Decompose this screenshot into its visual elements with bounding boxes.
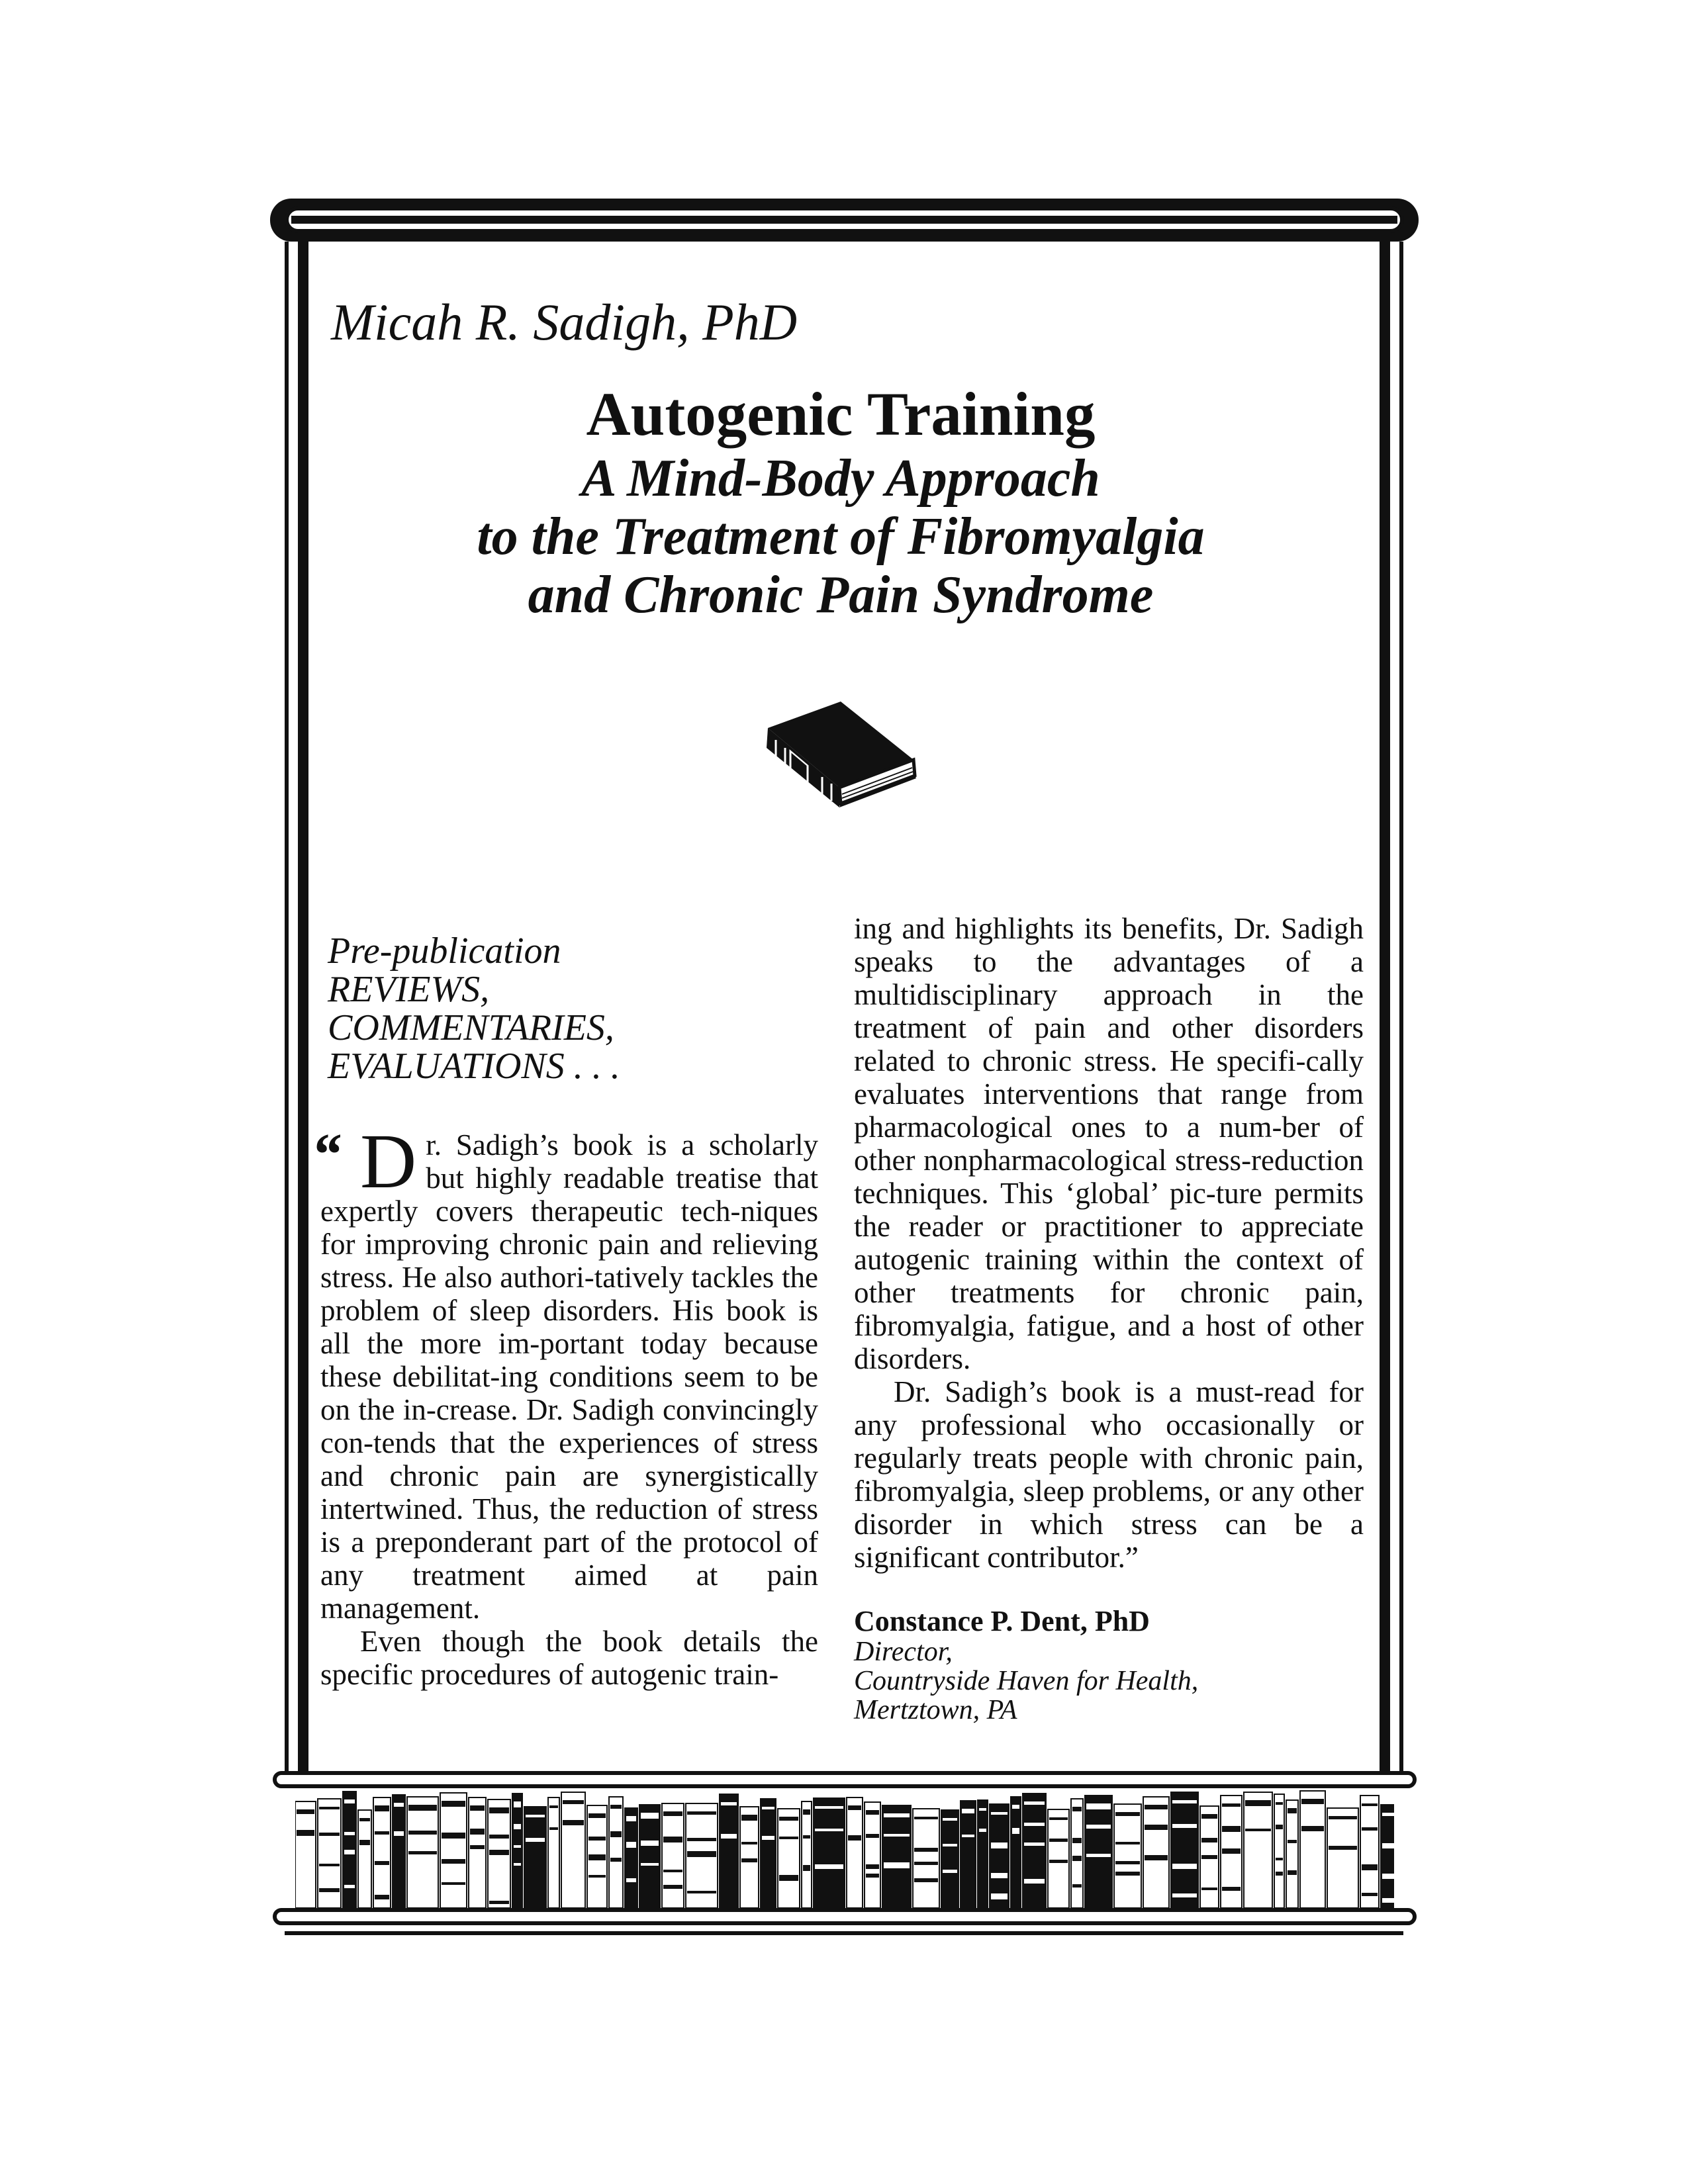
book-spine-band bbox=[489, 1807, 509, 1813]
book-spine-band bbox=[297, 1830, 314, 1836]
book-spine bbox=[440, 1793, 467, 1908]
book-spine-band bbox=[408, 1851, 437, 1854]
book-spine bbox=[639, 1805, 660, 1908]
book-spine-band bbox=[470, 1845, 485, 1849]
book-spine-band bbox=[408, 1831, 437, 1835]
book-spine-band bbox=[549, 1805, 558, 1808]
author-name: Micah R. Sadigh, PhD bbox=[331, 293, 798, 351]
book-spine-band bbox=[779, 1875, 798, 1881]
book-spine-band bbox=[1301, 1799, 1324, 1804]
book-spine-band bbox=[375, 1831, 389, 1835]
book-spine bbox=[941, 1810, 959, 1908]
book-spine-band bbox=[588, 1875, 606, 1878]
book-spine-band bbox=[1245, 1800, 1271, 1806]
book-spine-band bbox=[1288, 1870, 1297, 1875]
closed-book-icon bbox=[761, 702, 920, 814]
book-spine bbox=[295, 1801, 316, 1908]
book-spine-band bbox=[1362, 1864, 1378, 1870]
book-spine-band bbox=[1024, 1879, 1045, 1884]
book-spine-band bbox=[687, 1811, 716, 1815]
book-spine-band bbox=[1145, 1855, 1168, 1860]
book-spine-band bbox=[762, 1836, 774, 1840]
book-spine bbox=[1286, 1800, 1298, 1908]
book-spine-band bbox=[1172, 1800, 1197, 1803]
book-spine-band bbox=[1382, 1843, 1394, 1848]
heading-line-prepublication: Pre-publication bbox=[328, 931, 561, 972]
book-spine-band bbox=[588, 1854, 606, 1860]
book-spine bbox=[1011, 1797, 1021, 1908]
book-spine-band bbox=[1012, 1805, 1019, 1809]
book-spine-band bbox=[779, 1837, 798, 1839]
book-spine-band bbox=[626, 1878, 636, 1882]
book-spine-band bbox=[815, 1864, 843, 1869]
book-spine-band bbox=[1172, 1893, 1197, 1897]
book-spine bbox=[978, 1800, 988, 1908]
book-spine-band bbox=[1201, 1888, 1217, 1890]
reviewer-organization: Countryside Haven for Health, bbox=[854, 1666, 1199, 1696]
book-spine-band bbox=[514, 1863, 521, 1866]
frame-cornice-stripe bbox=[291, 216, 1397, 224]
book-spine-band bbox=[489, 1901, 509, 1904]
book-spine-band bbox=[610, 1831, 622, 1837]
heading-line-reviews: REVIEWS, bbox=[328, 969, 490, 1010]
book-spine-band bbox=[884, 1834, 910, 1837]
book-spine-band bbox=[1086, 1854, 1111, 1857]
book-spine-band bbox=[803, 1835, 810, 1839]
review-column-right bbox=[854, 912, 1364, 1574]
book-spine bbox=[1360, 1796, 1379, 1908]
book-spine-band bbox=[803, 1809, 810, 1815]
review-paragraph-1 bbox=[320, 1118, 818, 1625]
book-spine-band bbox=[991, 1843, 1008, 1848]
book-spine-band bbox=[943, 1844, 957, 1846]
book-spine-band bbox=[514, 1845, 521, 1848]
reviewer-name: Constance P. Dent, PhD bbox=[854, 1605, 1150, 1637]
book-spine bbox=[1071, 1799, 1083, 1908]
frame-base-line bbox=[285, 1931, 1403, 1935]
book-spine-band bbox=[344, 1885, 355, 1888]
book-spine-band bbox=[1115, 1812, 1140, 1816]
book-spine bbox=[882, 1805, 911, 1908]
book-spine bbox=[1023, 1794, 1046, 1908]
book-spine-band bbox=[1329, 1816, 1357, 1819]
book-spine-band bbox=[442, 1801, 465, 1807]
book-spine-band bbox=[610, 1858, 622, 1862]
book-spine-band bbox=[1049, 1817, 1068, 1820]
review-paragraph-2-start: Even though the book details the specific procedures of autogenic train- bbox=[320, 1625, 818, 1691]
book-spine bbox=[961, 1801, 976, 1908]
book-spine-band bbox=[815, 1829, 843, 1831]
book-spine-band bbox=[1172, 1824, 1197, 1828]
book-spine-band bbox=[489, 1850, 509, 1855]
book-spine-band bbox=[1072, 1856, 1082, 1861]
book-spine bbox=[814, 1798, 845, 1908]
book-spine-band bbox=[319, 1807, 340, 1809]
book-spine bbox=[778, 1809, 800, 1908]
shelf-bottom-rail bbox=[273, 1908, 1417, 1925]
book-spine-band bbox=[610, 1805, 622, 1809]
book-spine bbox=[662, 1803, 684, 1908]
shelf-top-rail bbox=[273, 1771, 1417, 1788]
book-spine-band bbox=[1288, 1808, 1297, 1813]
book-spine-band bbox=[815, 1806, 843, 1809]
book-spine bbox=[1048, 1809, 1069, 1908]
bookshelf-illustration bbox=[295, 1788, 1394, 1908]
book-spine bbox=[802, 1801, 812, 1908]
book-spine-band bbox=[563, 1800, 584, 1804]
opening-quote-mark: “ bbox=[311, 1122, 341, 1187]
book-spine bbox=[1244, 1792, 1272, 1908]
book-spine-band bbox=[394, 1803, 404, 1807]
book-spine-band bbox=[442, 1859, 465, 1864]
book-spine-band bbox=[1049, 1860, 1068, 1863]
reviewer-title: Director, bbox=[854, 1637, 953, 1667]
book-spine-band bbox=[442, 1882, 465, 1885]
book-spine-band bbox=[741, 1842, 757, 1844]
book-spine-band bbox=[991, 1812, 1008, 1815]
book-spine bbox=[373, 1797, 391, 1908]
book-spine-band bbox=[884, 1813, 910, 1817]
book-spine bbox=[1327, 1808, 1358, 1908]
book-spine-band bbox=[1222, 1848, 1241, 1854]
book-spine-band bbox=[1024, 1843, 1045, 1846]
book-spine-band bbox=[663, 1870, 682, 1872]
book-spine-band bbox=[489, 1835, 509, 1839]
book-spine-band bbox=[514, 1824, 521, 1829]
book-spine bbox=[1381, 1805, 1394, 1908]
book-spine-band bbox=[687, 1891, 716, 1893]
book-spine-band bbox=[470, 1805, 485, 1811]
book-spine-band bbox=[914, 1848, 938, 1852]
book-spine-band bbox=[1145, 1805, 1168, 1809]
book-spine-band bbox=[408, 1805, 437, 1811]
book-spine-band bbox=[848, 1805, 861, 1810]
book-spine-band bbox=[1086, 1825, 1111, 1829]
book-spine bbox=[1274, 1794, 1284, 1908]
book-spine-band bbox=[375, 1861, 389, 1865]
book-spine-band bbox=[1245, 1829, 1271, 1831]
book-spine bbox=[548, 1797, 559, 1908]
book-spine-band bbox=[1276, 1802, 1283, 1805]
book-spine-band bbox=[588, 1837, 606, 1841]
book-spine-band bbox=[962, 1835, 974, 1837]
review-column-left bbox=[320, 1118, 818, 1691]
reviewer-signature bbox=[854, 1607, 1364, 1725]
book-spine-band bbox=[1222, 1826, 1241, 1832]
book-spine-band bbox=[549, 1827, 558, 1830]
book-spine-band bbox=[626, 1842, 636, 1848]
review-paragraph-3: Dr. Sadigh’s book is a must-read for any professional who occasionally or regularly treats people with chronic pain, fibromyalgia, sleep problems, or any other disorder in which stress can be a significant contributor.” bbox=[854, 1375, 1364, 1574]
book-spine-band bbox=[1362, 1827, 1378, 1831]
book-spine-band bbox=[741, 1858, 757, 1862]
book-spine-band bbox=[1288, 1840, 1297, 1843]
reviewer-location: Mertztown, PA bbox=[854, 1695, 1017, 1725]
book-spine-band bbox=[663, 1885, 682, 1889]
book-spine-band bbox=[344, 1832, 355, 1835]
book-spine-band bbox=[991, 1873, 1008, 1878]
book-spine bbox=[524, 1807, 546, 1908]
book-spine-band bbox=[914, 1862, 938, 1865]
heading-line-commentaries: COMMENTARIES, bbox=[328, 1007, 614, 1048]
book-spine bbox=[561, 1792, 585, 1908]
book-spine-band bbox=[979, 1808, 986, 1811]
book-title: Autogenic Training bbox=[586, 381, 1096, 449]
book-spine-band bbox=[1201, 1838, 1217, 1843]
book-spine-band bbox=[1201, 1814, 1217, 1819]
book-subtitle-line-3: and Chronic Pain Syndrome bbox=[528, 566, 1154, 624]
book-spine bbox=[740, 1807, 759, 1908]
book-spine bbox=[761, 1799, 776, 1908]
book-spine bbox=[1085, 1796, 1112, 1908]
book-spine-band bbox=[1222, 1887, 1241, 1891]
book-spine-band bbox=[442, 1833, 465, 1839]
book-spine-band bbox=[721, 1802, 737, 1805]
book-spine-band bbox=[1329, 1846, 1357, 1850]
book-spine bbox=[1171, 1792, 1198, 1908]
book-spine bbox=[393, 1795, 405, 1908]
book-spine-band bbox=[514, 1801, 521, 1807]
book-spine-band bbox=[1024, 1801, 1045, 1805]
book-spine bbox=[1143, 1797, 1169, 1908]
drop-cap-letter: D bbox=[360, 1118, 417, 1205]
book-subtitle-line-1: A Mind-Body Approach bbox=[581, 449, 1100, 508]
book-spine-band bbox=[866, 1864, 879, 1869]
book-spine bbox=[847, 1797, 863, 1908]
book-spine-band bbox=[1024, 1823, 1045, 1826]
heading-line-evaluations: EVALUATIONS . . . bbox=[328, 1046, 620, 1087]
book-spine-band bbox=[687, 1838, 716, 1841]
book-spine-band bbox=[779, 1817, 798, 1821]
book-spine-band bbox=[1115, 1872, 1140, 1876]
book-spine-band bbox=[663, 1837, 682, 1843]
book-spine-band bbox=[1382, 1874, 1394, 1879]
book-spine-band bbox=[359, 1818, 370, 1821]
book-spine-band bbox=[991, 1893, 1008, 1899]
book-spine-band bbox=[1276, 1872, 1283, 1876]
book-spine-band bbox=[641, 1813, 659, 1819]
book-spine-band bbox=[588, 1813, 606, 1818]
reviews-section-heading bbox=[328, 932, 857, 1085]
book-spine-band bbox=[914, 1817, 938, 1819]
book-spine bbox=[469, 1797, 486, 1908]
book-spine bbox=[990, 1804, 1009, 1908]
book-spine-band bbox=[1172, 1864, 1197, 1869]
book-spine-band bbox=[979, 1829, 986, 1832]
book-spine-band bbox=[1362, 1893, 1378, 1896]
book-spine-band bbox=[943, 1870, 957, 1873]
book-subtitle-line-2: to the Treatment of Fibromyalgia bbox=[477, 508, 1205, 566]
book-spine bbox=[625, 1808, 637, 1908]
book-spine-band bbox=[1012, 1828, 1019, 1834]
book-spine-band bbox=[762, 1807, 774, 1809]
book-spine-band bbox=[297, 1809, 314, 1814]
book-spine-band bbox=[1301, 1826, 1324, 1831]
book-spine-band bbox=[641, 1863, 659, 1866]
book-spine bbox=[1114, 1804, 1141, 1908]
book-spine-band bbox=[1115, 1861, 1140, 1864]
book-spine-band bbox=[1382, 1898, 1394, 1903]
book-spine-band bbox=[943, 1818, 957, 1821]
book-spine-band bbox=[626, 1816, 636, 1821]
frame-right-outer bbox=[1399, 242, 1403, 1777]
book-spine-band bbox=[319, 1833, 340, 1836]
book-spine-band bbox=[375, 1895, 389, 1899]
book-spine-band bbox=[470, 1829, 485, 1835]
book-spine-band bbox=[319, 1864, 340, 1866]
book-spine-band bbox=[741, 1815, 757, 1821]
frame-left-outer bbox=[285, 242, 289, 1777]
book-spine-band bbox=[1049, 1839, 1068, 1842]
book-spine-band bbox=[375, 1805, 389, 1811]
book-spine-band bbox=[344, 1799, 355, 1803]
book-spine-band bbox=[1145, 1825, 1168, 1830]
book-spine-band bbox=[526, 1838, 545, 1842]
review-paragraph-1-text: r. Sadigh’s book is a scholarly but highly readable treatise that expertly covers therapeutic tech-niques for improving chronic pain and relieving stress. He also authori-tatively tackles the problem of sleep disorders. His book is all the more im-portant today because these debilitat-ing conditions seem to be on the in-crease. Dr. Sadigh convincingly con-tends that the experiences of stress and chronic pain are synergistically intertwined. Thus, the reduction of stress is a preponderant part of the protocol of any treatment aimed at pain management. bbox=[320, 1128, 818, 1625]
book-spine-band bbox=[866, 1834, 879, 1838]
book-spine-band bbox=[914, 1878, 938, 1882]
book-spine-band bbox=[319, 1888, 340, 1892]
book-spine-band bbox=[1222, 1803, 1241, 1807]
book-spine bbox=[609, 1797, 623, 1908]
book-spine-band bbox=[1276, 1858, 1283, 1860]
book-spine-band bbox=[866, 1874, 879, 1878]
book-spine-band bbox=[1115, 1842, 1140, 1844]
book-spine-band bbox=[1276, 1825, 1283, 1829]
book-spine bbox=[512, 1794, 522, 1908]
book-spine-band bbox=[344, 1850, 355, 1854]
book-spine bbox=[1300, 1791, 1325, 1908]
book-spine-band bbox=[1072, 1838, 1082, 1843]
book-spine-band bbox=[1382, 1813, 1394, 1816]
book-spine-band bbox=[1086, 1803, 1111, 1809]
book-spine-band bbox=[866, 1810, 879, 1815]
review-paragraph-2-continued: ing and highlights its benefits, Dr. Sadigh speaks to the advantages of a multidisciplinary approach in the treatment of pain and other disorders related to chronic stress. He specifi-cally evaluates interventions that range from pharmacological ones to a num-ber of other nonpharmacological stress-reduction techniques. This ‘global’ pic-ture permits the reader or practitioner to appreciate autogenic training within the context of other treatments for chronic pain, fibromyalgia, fatigue, and a host of other disorders. bbox=[854, 912, 1364, 1375]
book-spine-band bbox=[1201, 1855, 1217, 1859]
book-spine-band bbox=[663, 1811, 682, 1816]
frame-right-inner bbox=[1380, 242, 1390, 1777]
book-spine bbox=[865, 1802, 880, 1908]
book-spine-band bbox=[1072, 1807, 1082, 1811]
book-spine bbox=[720, 1794, 738, 1908]
book-spine-band bbox=[803, 1865, 810, 1871]
book-spine-band bbox=[687, 1851, 716, 1857]
book-spine-band bbox=[641, 1841, 659, 1846]
book-title-block bbox=[371, 381, 1311, 624]
book-spine-band bbox=[1362, 1803, 1378, 1806]
book-spine-band bbox=[359, 1840, 370, 1845]
book-spine-band bbox=[884, 1862, 910, 1868]
book-spine-band bbox=[526, 1815, 545, 1817]
book-spine-band bbox=[962, 1809, 974, 1813]
book-spine bbox=[358, 1810, 371, 1908]
book-spine-band bbox=[394, 1831, 404, 1836]
frame-left-inner bbox=[298, 242, 308, 1777]
book-spine-band bbox=[1072, 1884, 1082, 1888]
book-spine-band bbox=[848, 1835, 861, 1841]
book-spine bbox=[913, 1809, 939, 1908]
book-spine-band bbox=[721, 1834, 737, 1839]
book-spine-band bbox=[563, 1820, 584, 1825]
